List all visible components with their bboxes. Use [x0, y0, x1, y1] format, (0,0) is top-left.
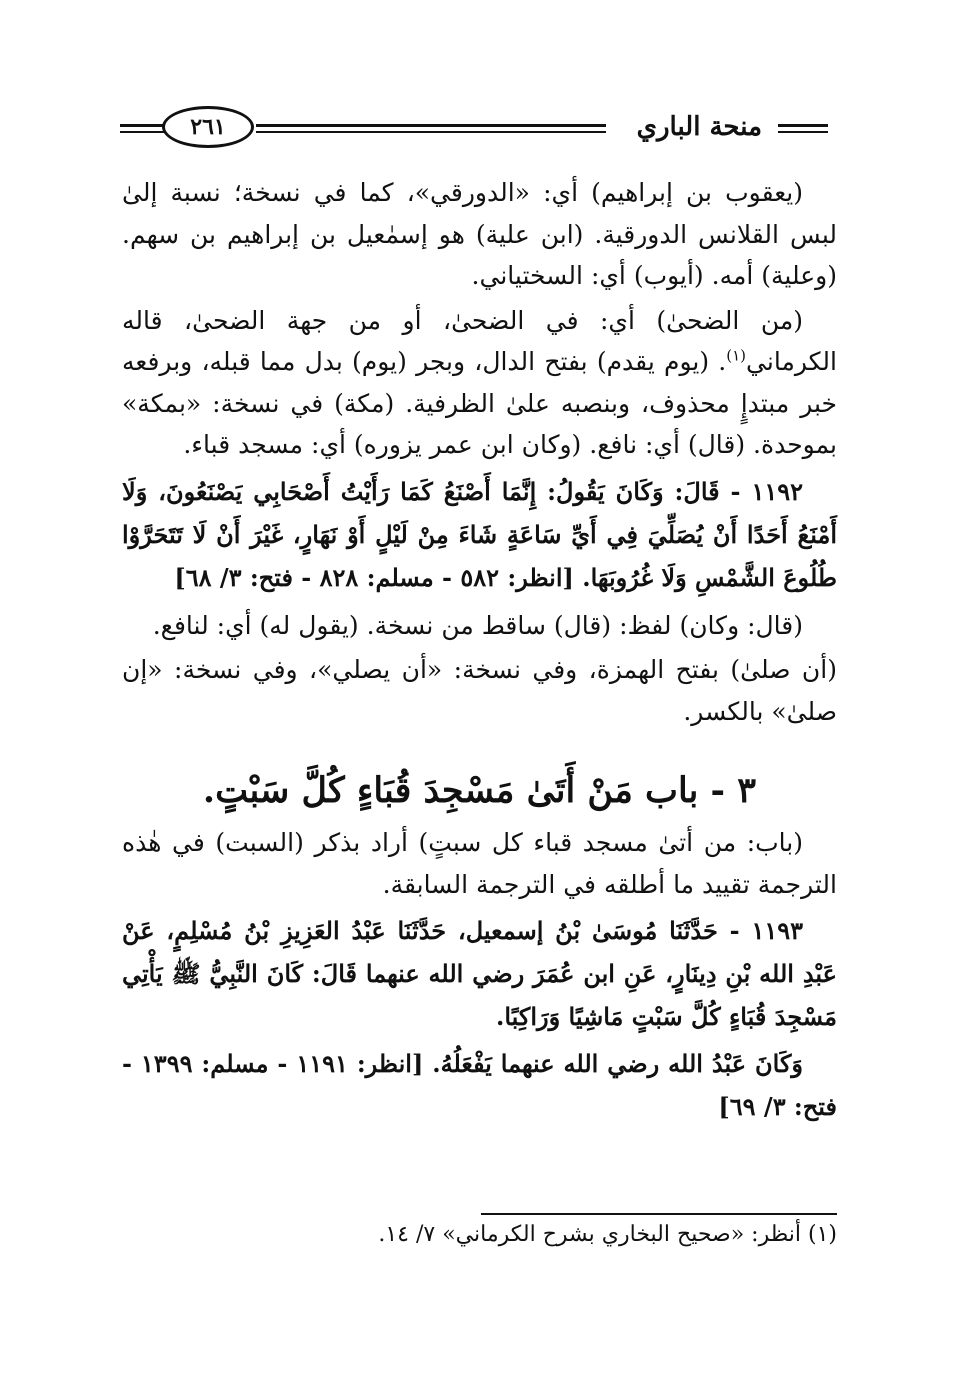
commentary-text: (أن صلىٰ) بفتح الهمزة، وفي نسخة: «أن يصلي»، وفي نسخة: «إن صلىٰ» بالكسر. [122, 655, 837, 726]
commentary-text: (يعقوب بن إبراهيم) أي: «الدورقي»، كما في نسخة؛ نسبة إلىٰ لبس القلانس الدورقية. (ابن علية) هو إسمٰعيل بن إبراهيم بن سهم. (وعلية) أمه. (أيوب) أي: السختياني. [122, 178, 837, 290]
footnote-rule [481, 1213, 837, 1215]
commentary-text: (قال: وكان) لفظ: (قال) ساقط من نسخة. (يقول له) أي: لنافع. [152, 610, 803, 640]
header-rule-middle [256, 124, 606, 133]
hadith-1193-continuation: وَكَانَ عَبْدُ الله رضي الله عنهما يَفْعَلُهُ. [انظر: ١١٩١ - مسلم: ١٣٩٩ - فتح: ٣/ ٦٩] [122, 1049, 837, 1121]
commentary-text: . (يوم يقدم) بفتح الدال، وبجر (يوم) بدل مما قبله، وبرفعه خبر مبتدإٍ محذوف، وبنصبه علىٰ الظرفية. (مكة) في نسخة: «بمكة» بموحدة. (قال) أي: نافع. (وكان ابن عمر يزوره) أي: مسجد قباء. [122, 347, 837, 459]
header-rule-left [120, 124, 168, 133]
commentary-text: (باب: من أتىٰ مسجد قباء كل سبتٍ) أراد بذكر (السبت) في هٰذه الترجمة تقييد ما أطلقه في الترجمة السابقة. [122, 828, 837, 899]
hadith-text [122, 1042, 837, 1128]
hadith-1192: ١١٩٢ - قَالَ: وَكَانَ يَقُولُ: إِنَّمَا أَصْنَعُ كَمَا رَأَيْتُ أَصْحَابِي يَصْنَعُونَ، وَلَا أَمْنَعُ أَحَدًا أَنْ يُصَلِّيَ فِي أَيِّ سَاعَةٍ شَاءَ مِنْ لَيْلٍ أَوْ نَهَارٍ، غَيْرَ أَنْ لَا تَتَحَرَّوْا طُلُوعَ الشَّمْسِ وَلَا غُرُوبَهَا. [انظر: ٥٨٢ - مسلم: ٨٢٨ - فتح: ٣/ ٦٨] [122, 476, 837, 592]
commentary-paragraph [122, 605, 837, 647]
hadith-text [122, 909, 837, 1038]
page-number: ٢٦١ [162, 106, 254, 148]
book-title: منحة الباري [636, 112, 762, 142]
hadith-text [122, 470, 837, 599]
footnote: (١) أنظر: «صحيح البخاري بشرح الكرماني» ٧/ ١٤. [378, 1222, 837, 1247]
footnote-ref: (١) [726, 346, 747, 365]
commentary-paragraph [122, 822, 837, 905]
page-body [122, 172, 837, 1128]
commentary-paragraph [122, 649, 837, 732]
commentary-text: (من الضحىٰ) أي: في الضحىٰ، أو من جهة الضحىٰ، قاله الكرماني [122, 305, 837, 376]
commentary-paragraph [122, 172, 837, 297]
commentary-paragraph [122, 300, 837, 466]
header-rule-right [778, 124, 828, 133]
chapter-title: ٣ - باب مَنْ أَتَىٰ مَسْجِدَ قُبَاءٍ كُلَّ سَبْتٍ. [202, 770, 757, 811]
hadith-1193: ١١٩٣ - حَدَّثَنَا مُوسَىٰ بْنُ إسمعيل، حَدَّثَنَا عَبْدُ العَزِيزِ بْنُ مُسْلِمٍ، عَنْ عَبْدِ الله بْنِ دِينَارٍ، عَنِ ابن عُمَرَ رضي الله عنهما قَالَ: كَانَ النَّبِيُّ ﷺ يَأْتِي مَسْجِدَ قُبَاءٍ كُلَّ سَبْتٍ مَاشِيًا وَرَاكِبًا. [122, 916, 837, 1031]
